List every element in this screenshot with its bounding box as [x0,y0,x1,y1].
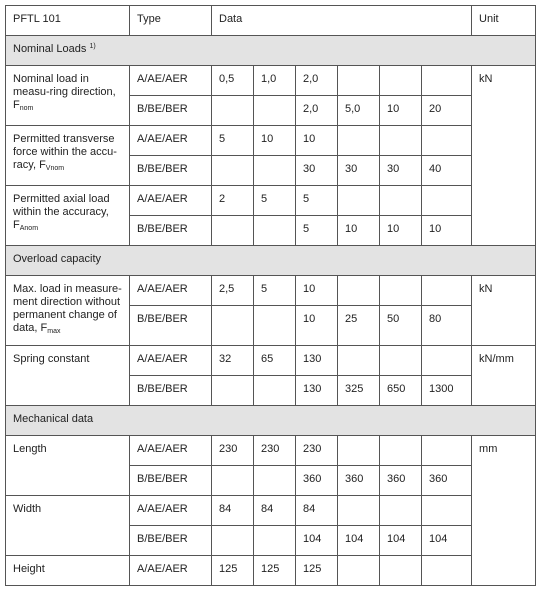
row-label-axial-load [6,186,130,246]
row-label-length: Length [6,436,130,496]
data-cell: 84 [296,496,338,526]
data-cell: 30 [380,156,422,186]
data-cell: 360 [296,466,338,496]
data-cell: 5 [212,126,254,156]
data-cell: 650 [380,376,422,406]
footnote-marker: 1) [89,43,96,50]
data-cell: 2,0 [296,66,338,96]
type-cell: B/BE/BER [130,96,212,126]
data-cell: 10 [380,96,422,126]
data-cell: 2,5 [212,276,254,306]
data-cell [380,66,422,96]
type-cell: B/BE/BER [130,216,212,246]
data-cell: 104 [296,526,338,556]
data-cell [338,126,380,156]
data-cell: 360 [422,466,472,496]
data-cell: 40 [422,156,472,186]
data-cell: 1300 [422,376,472,406]
type-cell: A/AE/AER [130,66,212,96]
data-cell [338,496,380,526]
data-cell [380,186,422,216]
data-cell [212,96,254,126]
table-row [6,126,536,156]
data-cell: 10 [380,216,422,246]
data-cell: 30 [296,156,338,186]
data-cell [254,376,296,406]
row-label-text: Permitted axial load within the accuracy, F [13,193,110,231]
data-cell [380,436,422,466]
data-cell: 10 [296,126,338,156]
header-data: Data [212,6,472,36]
table-row [6,276,536,306]
data-cell [212,216,254,246]
data-cell: 65 [254,346,296,376]
data-cell: 5 [254,276,296,306]
data-cell: 0,5 [212,66,254,96]
type-cell: A/AE/AER [130,346,212,376]
data-cell: 130 [296,346,338,376]
data-cell: 230 [296,436,338,466]
data-cell: 230 [254,436,296,466]
data-cell [338,556,380,586]
data-cell [380,276,422,306]
row-label-subscript: nom [19,105,34,112]
section-overload-capacity: Overload capacity [6,246,536,276]
data-cell [422,186,472,216]
data-cell: 2,0 [296,96,338,126]
data-cell [422,126,472,156]
data-cell: 80 [422,306,472,346]
spec-table-wrapper [5,5,536,586]
table-row [6,186,536,216]
data-cell: 5 [296,186,338,216]
row-label-height: Height [6,556,130,586]
data-cell: 10 [296,276,338,306]
table-row [6,496,536,526]
data-cell: 1,0 [254,66,296,96]
data-cell [212,466,254,496]
row-label-spring-constant: Spring constant [6,346,130,406]
data-cell: 50 [380,306,422,346]
row-label-text: Max. load in measure-ment direction without permanent change of data, F [13,283,122,334]
table-row [6,556,536,586]
data-cell [422,66,472,96]
type-cell: B/BE/BER [130,156,212,186]
row-label-width: Width [6,496,130,556]
data-cell [338,436,380,466]
type-cell: A/AE/AER [130,556,212,586]
table-row [6,346,536,376]
row-label-text: Permitted transverse force within the accu-racy, F [13,133,117,171]
data-cell [422,346,472,376]
data-cell [338,346,380,376]
data-cell [254,156,296,186]
data-cell [380,556,422,586]
data-cell: 125 [254,556,296,586]
data-cell: 32 [212,346,254,376]
data-cell: 10 [338,216,380,246]
type-cell: A/AE/AER [130,436,212,466]
data-cell [422,436,472,466]
type-cell: A/AE/AER [130,186,212,216]
data-cell: 84 [254,496,296,526]
data-cell [254,216,296,246]
data-cell: 10 [296,306,338,346]
unit-cell: kN [472,66,536,246]
data-cell [338,186,380,216]
data-cell: 5 [296,216,338,246]
data-cell [212,306,254,346]
data-cell: 325 [338,376,380,406]
header-model: PFTL 101 [6,6,130,36]
data-cell [254,96,296,126]
data-cell: 20 [422,96,472,126]
data-cell: 5,0 [338,96,380,126]
data-cell: 10 [254,126,296,156]
unit-cell: kN [472,276,536,346]
data-cell: 104 [338,526,380,556]
unit-cell: mm [472,436,536,586]
section-label: Nominal Loads [13,43,87,55]
type-cell: B/BE/BER [130,376,212,406]
row-label-nominal-load [6,66,130,126]
data-cell [212,526,254,556]
table-row [6,436,536,466]
section-mechanical-data: Mechanical data [6,406,536,436]
type-cell: A/AE/AER [130,276,212,306]
data-cell [380,346,422,376]
type-cell: B/BE/BER [130,526,212,556]
data-cell [254,306,296,346]
data-cell [380,496,422,526]
data-cell: 360 [338,466,380,496]
specification-table [5,5,536,586]
data-cell: 30 [338,156,380,186]
data-cell: 25 [338,306,380,346]
data-cell: 10 [422,216,472,246]
data-cell [422,276,472,306]
type-cell: B/BE/BER [130,466,212,496]
data-cell [422,556,472,586]
data-cell [380,126,422,156]
data-cell: 104 [422,526,472,556]
data-cell: 104 [380,526,422,556]
row-label-subscript: Vnom [45,165,65,172]
row-label-max-load [6,276,130,346]
data-cell: 125 [296,556,338,586]
data-cell [254,466,296,496]
section-row-nominal-loads [6,36,536,66]
section-row-overload-capacity [6,246,536,276]
data-cell: 360 [380,466,422,496]
data-cell [254,526,296,556]
row-label-text: Nominal load in measu-ring direction, F [13,73,116,111]
data-cell [338,276,380,306]
data-cell: 5 [254,186,296,216]
unit-cell: kN/mm [472,346,536,406]
section-row-mechanical-data [6,406,536,436]
table-row [6,66,536,96]
data-cell [422,496,472,526]
section-nominal-loads [6,36,536,66]
header-unit: Unit [472,6,536,36]
data-cell: 130 [296,376,338,406]
data-cell [212,376,254,406]
data-cell [338,66,380,96]
data-cell: 230 [212,436,254,466]
data-cell: 84 [212,496,254,526]
row-label-subscript: max [47,328,61,335]
table-header-row [6,6,536,36]
row-label-transverse-force [6,126,130,186]
type-cell: A/AE/AER [130,126,212,156]
data-cell: 125 [212,556,254,586]
header-type: Type [130,6,212,36]
type-cell: B/BE/BER [130,306,212,346]
row-label-subscript: Anom [19,225,39,232]
data-cell: 2 [212,186,254,216]
data-cell [212,156,254,186]
type-cell: A/AE/AER [130,496,212,526]
